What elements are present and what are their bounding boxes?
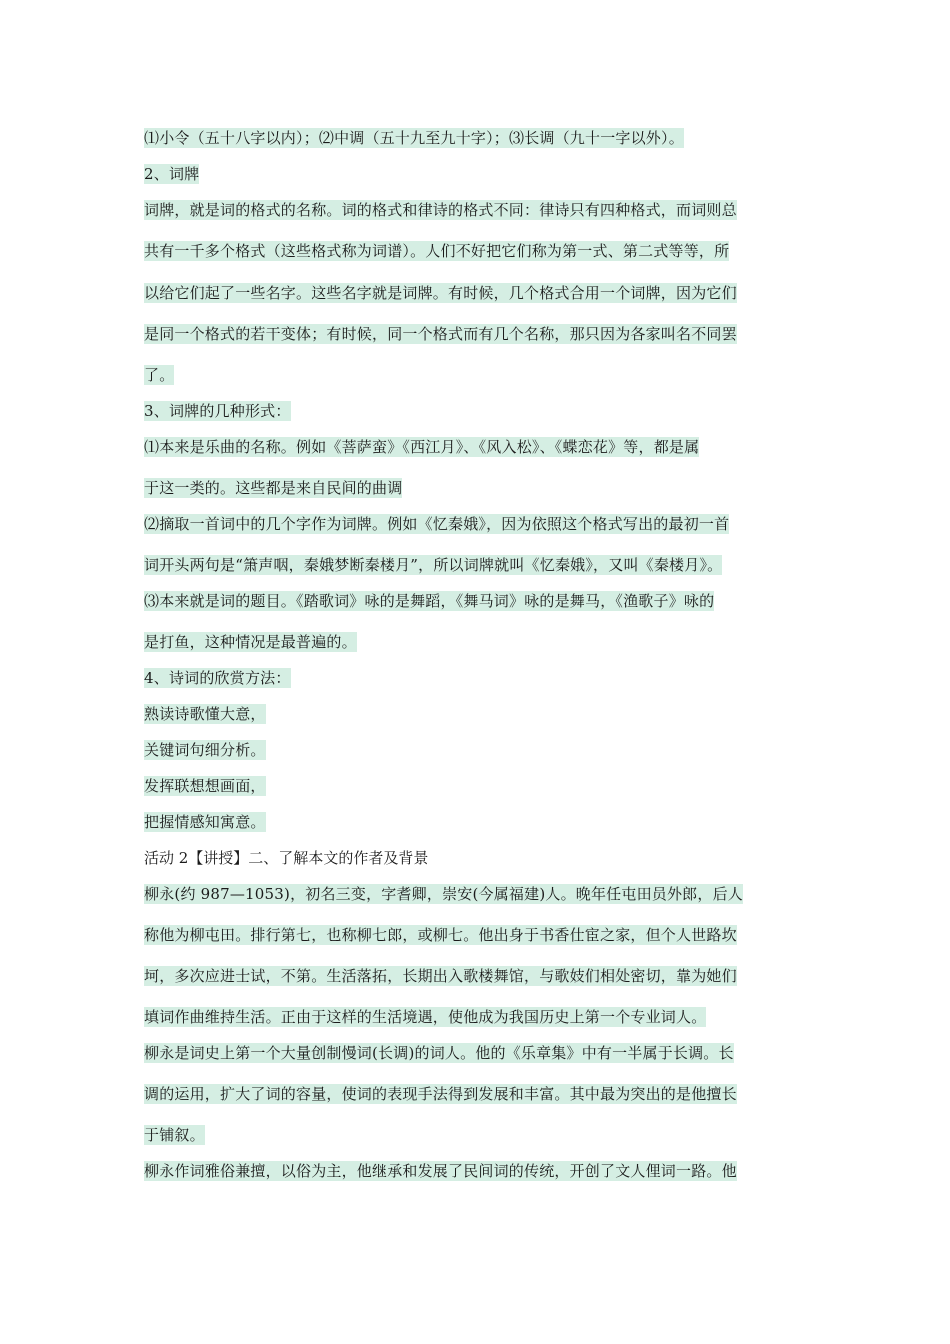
highlighted-text: ⑴本来是乐曲的名称。例如《菩萨蛮》《西江月》、《风入松》、《蝶恋花》等，都是属: [144, 438, 700, 456]
highlighted-text: 调的运用，扩大了词的容量，使词的表现手法得到发展和丰富。其中最为突出的是他擅长: [144, 1085, 737, 1103]
text-line: [144, 1161, 737, 1181]
text-line: [144, 324, 737, 344]
section-heading: [144, 164, 199, 184]
highlighted-text: 把握情感知寓意。: [144, 813, 266, 831]
highlighted-text: 了。: [144, 366, 175, 384]
text-line: [144, 283, 737, 303]
text-line: [144, 241, 729, 261]
highlighted-text: 4、诗词的欣赏方法：: [144, 669, 291, 687]
highlighted-text: 关键词句细分析。: [144, 741, 266, 759]
text-line: [144, 365, 174, 385]
text-line: [144, 591, 714, 611]
text-line: [144, 1007, 706, 1027]
highlighted-text: 于这一类的。这些都是来自民间的曲调: [144, 479, 403, 497]
highlighted-text: 填词作曲维持生活。正由于这样的生活境遇，使他成为我国历史上第一个专业词人。: [144, 1008, 707, 1026]
highlighted-text: 词牌，就是词的格式的名称。词的格式和律诗的格式不同：律诗只有四种格式，而词则总: [144, 201, 737, 219]
highlighted-text: 词开头两句是“箫声咽，秦娥梦断秦楼月”，所以词牌就叫《忆秦娥》，又叫《秦楼月》。: [144, 556, 723, 574]
text-line: [144, 200, 737, 220]
highlighted-text: 于铺叙。: [144, 1126, 205, 1144]
highlighted-text: 2、词牌: [144, 165, 200, 183]
text-line: [144, 1125, 205, 1145]
highlighted-text: ⑶本来就是词的题目。《踏歌词》咏的是舞蹈，《舞马词》咏的是舞马，《渔歌子》咏的: [144, 592, 715, 610]
highlighted-text: ⑵摘取一首词中的几个字作为词牌。例如《忆秦娥》，因为依照这个格式写出的最初一首: [144, 515, 730, 533]
text-line: [144, 704, 266, 724]
highlighted-text: 柳永是词史上第一个大量创制慢词(长调)的词人。他的《乐章集》中有一半属于长调。长: [144, 1044, 734, 1062]
activity-heading: [144, 848, 428, 868]
text-line: [144, 812, 266, 832]
highlighted-text: 柳永(约 987—1053)，初名三变，字耆卿，崇安(今属福建)人。晚年任屯田员外郎，后人: [144, 885, 743, 903]
text-line: [144, 966, 737, 986]
highlighted-text: 柳永作词雅俗兼擅，以俗为主，他继承和发展了民间词的传统，开创了文人俚词一路。他: [144, 1162, 737, 1180]
section-heading: [144, 401, 291, 421]
text-line: [144, 555, 722, 575]
highlighted-text: 是打鱼，这种情况是最普遍的。: [144, 633, 357, 651]
text-line: [144, 740, 266, 760]
plain-text: 活动 2【讲授】二、了解本文的作者及背景: [144, 849, 429, 867]
text-line: [144, 884, 743, 904]
text-line: [144, 1043, 734, 1063]
text-line: [144, 776, 266, 796]
highlighted-text: 坷，多次应进士试，不第。生活落拓，长期出入歌楼舞馆，与歌妓们相处密切，靠为她们: [144, 967, 737, 985]
text-line: [144, 514, 729, 534]
highlighted-text: 发挥联想想画面，: [144, 777, 266, 795]
highlighted-text: 3、词牌的几种形式：: [144, 402, 291, 420]
highlighted-text: 熟读诗歌懂大意，: [144, 705, 266, 723]
highlighted-text: ⑴小令（五十八字以内）；⑵中调（五十九至九十字）；⑶长调（九十一字以外）。: [144, 129, 684, 147]
text-line: [144, 925, 737, 945]
section-heading: [144, 668, 291, 688]
highlighted-text: 称他为柳屯田。排行第七，也称柳七郎，或柳七。他出身于书香仕宦之家，但个人世路坎: [144, 926, 737, 944]
text-line: [144, 128, 684, 148]
highlighted-text: 是同一个格式的若干变体；有时候，同一个格式而有几个名称，那只因为各家叫名不同罢: [144, 325, 737, 343]
text-line: [144, 437, 699, 457]
highlighted-text: 以给它们起了一些名字。这些名字就是词牌。有时候，几个格式合用一个词牌，因为它们: [144, 284, 737, 302]
highlighted-text: 共有一千多个格式（这些格式称为词谱）。人们不好把它们称为第一式、第二式等等，所: [144, 242, 730, 260]
text-line: [144, 632, 357, 652]
text-line: [144, 1084, 737, 1104]
text-line: [144, 478, 402, 498]
